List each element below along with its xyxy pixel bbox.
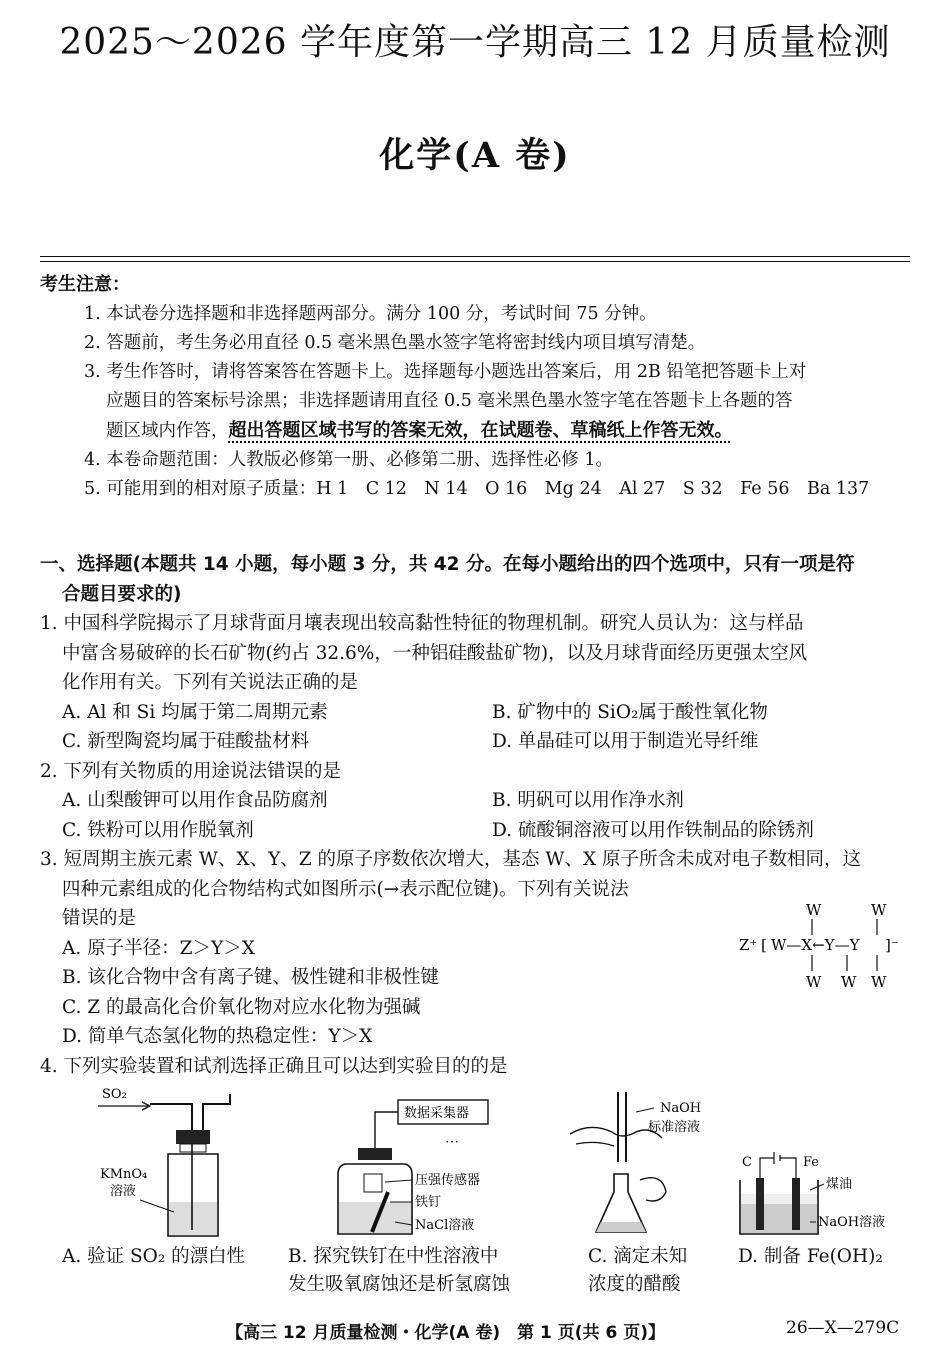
apparatus-b-corrosion xyxy=(338,1100,488,1234)
notice-emphasis: 超出答题区域书写的答案无效，在试题卷、草稿纸上作答无效。 xyxy=(228,420,733,441)
q4-option-c-line-2: 浓度的醋酸 xyxy=(588,1274,681,1295)
apparatus-d-electrolysis xyxy=(740,1152,885,1234)
notice-item-3: 3. 考生作答时，请将答案答在答题卡上。选择题每小题选出答案后，用 2B 铅笔把答题卡上对 xyxy=(84,362,807,382)
apparatus-b-nail: 铁钉 xyxy=(415,1195,442,1210)
header-divider-top xyxy=(40,256,910,257)
notice-item-3-cont-2 xyxy=(40,416,915,446)
q2-options-row-1 xyxy=(40,786,915,816)
apparatus-c-reagent-2: 标准溶液 xyxy=(648,1120,701,1135)
struct-cation: Z⁺ xyxy=(739,936,758,954)
apparatus-d-iron-label: Fe xyxy=(803,1155,820,1170)
section-heading-line-1: 一、选择题(本题共 14 小题，每小题 3 分，共 42 分。在每小题给出的四个选项中，只有一项是符 xyxy=(40,554,855,575)
apparatus-d-carbon-label: C xyxy=(742,1155,752,1170)
q2-option-c: C. 铁粉可以用作脱氧剂 xyxy=(62,819,254,841)
apparatus-b-sensor: 压强传感器 xyxy=(415,1173,481,1188)
notice-item-3-cont-2-text: 题区域内作答， xyxy=(106,421,229,441)
questions-body xyxy=(40,550,915,1081)
notice-block xyxy=(40,270,915,504)
q3-stem-1: 3. 短周期主族元素 W、X、Y、Z 的原子序数依次增大，基态 W、X 原子所含未成对电子数相同，这 xyxy=(40,849,861,870)
footer-page-info: 【高三 12 月质量检测・化学(A 卷) 第 1 页(共 6 页)】 xyxy=(226,1323,665,1343)
exam-title: 2025～2026 学年度第一学期高三 12 月质量检测 xyxy=(59,22,891,63)
apparatus-c-reagent-1: NaOH xyxy=(660,1101,702,1116)
q4-option-b-line-1: B. 探究铁钉在中性溶液中 xyxy=(288,1246,499,1267)
notice-item-4: 4. 本卷命题范围：人教版必修第一册、必修第二册、选择性必修 1。 xyxy=(84,450,613,470)
q4-stem: 4. 下列实验装置和试剂选择正确且可以达到实验目的的是 xyxy=(40,1055,508,1077)
struct-w-top-left: W xyxy=(806,901,822,919)
struct-chain: W—X←Y—Y xyxy=(771,936,860,954)
notice-item-3-cont-1: 应题目的答案标号涂黑；非选择题请用直径 0.5 毫米黑色墨水签字笔在答题卡上各题的答 xyxy=(106,391,793,411)
apparatus-a-washing-bottle xyxy=(98,1087,230,1236)
q2-stem: 2. 下列有关物质的用途说法错误的是 xyxy=(40,760,342,782)
struct-w-top-right: W xyxy=(871,901,887,919)
apparatus-d-oil: 煤油 xyxy=(826,1177,853,1192)
q1-stem-2: 中富含易破碎的长石矿物(约占 32.6%，一种铝硅酸盐矿物)，以及月球背面经历更强太空风 xyxy=(62,642,808,664)
apparatus-b-solution: NaCl溶液 xyxy=(415,1218,475,1233)
notice-heading: 考生注意： xyxy=(40,274,130,295)
notice-item-1: 1. 本试卷分选择题和非选择题两部分。满分 100 分，考试时间 75 分钟。 xyxy=(84,304,657,324)
header-divider-bottom xyxy=(40,261,910,262)
apparatus-b-device: 数据采集器 xyxy=(404,1106,470,1121)
q2-options-row-2 xyxy=(40,816,915,846)
struct-w-bottom-1: W xyxy=(806,973,822,991)
q3-option-b: B. 该化合物中含有离子键、极性键和非极性键 xyxy=(62,967,439,988)
q1-stem-1: 1. 中国科学院揭示了月球背面月壤表现出较高黏性特征的物理机制。研究人员认为：这与样品 xyxy=(40,613,804,634)
q3-option-c: C. Z 的最高化合价氧化物对应水化物为强碱 xyxy=(62,996,421,1018)
apparatus-a-gas-label: SO₂ xyxy=(102,1087,127,1102)
subject-title: 化学(A 卷) xyxy=(379,135,571,176)
apparatus-a-reagent-1: KMnO₄ xyxy=(100,1167,148,1182)
q2-option-b: B. 明矾可以用作净水剂 xyxy=(492,790,684,811)
apparatus-b-dots: ⋯ xyxy=(445,1134,459,1150)
notice-item-5: 5. 可能用到的相对原子质量：H 1 C 12 N 14 O 16 Mg 24 Al 27 S 32 Fe 56 Ba 137 xyxy=(84,479,870,499)
q1-option-a: A. Al 和 Si 均属于第二周期元素 xyxy=(62,701,328,723)
notice-item-2: 2. 答题前，考生务必用直径 0.5 毫米黑色墨水签字笔将密封线内项目填写清楚。 xyxy=(84,333,706,353)
q3-option-d: D. 简单气态氢化物的热稳定性：Y＞X xyxy=(62,1026,373,1047)
q3-stem-3: 错误的是 xyxy=(62,908,137,929)
q4-option-b-line-2: 发生吸氧腐蚀还是析氢腐蚀 xyxy=(288,1274,511,1295)
q3-option-a: A. 原子半径：Z＞Y＞X xyxy=(62,937,255,959)
struct-w-bottom-3: W xyxy=(871,973,887,991)
struct-w-bottom-2: W xyxy=(841,973,857,991)
q4-option-d: D. 制备 Fe(OH)₂ xyxy=(738,1246,883,1267)
q3-stem-2: 四种元素组成的化合物结构式如图所示(→表示配位键)。下列有关说法 xyxy=(62,878,629,900)
q4-option-a: A. 验证 SO₂ 的漂白性 xyxy=(62,1246,246,1267)
apparatus-d-solution: NaOH溶液 xyxy=(818,1215,886,1230)
q4-apparatus-figures xyxy=(40,1082,915,1242)
q3-structure-diagram xyxy=(735,895,915,995)
q1-options-row-1 xyxy=(40,698,915,728)
q4-option-c-line-1: C. 滴定未知 xyxy=(588,1246,688,1267)
q1-option-c: C. 新型陶瓷均属于硅酸盐材料 xyxy=(62,731,310,752)
q1-option-d: D. 单晶硅可以用于制造光导纤维 xyxy=(492,731,759,752)
q1-options-row-2 xyxy=(40,727,915,757)
q1-stem-3: 化作用有关。下列有关说法正确的是 xyxy=(62,672,359,693)
q2-option-a: A. 山梨酸钾可以用作食品防腐剂 xyxy=(62,790,328,811)
section-heading-line-2: 合题目要求的) xyxy=(62,583,182,605)
q2-option-d: D. 硫酸铜溶液可以用作铁制品的除锈剂 xyxy=(492,819,814,841)
struct-bracket-close: ]⁻ xyxy=(885,936,899,954)
footer-code: 26—X—279C xyxy=(786,1318,900,1338)
apparatus-c-titration xyxy=(570,1092,701,1232)
struct-bracket-open: [ xyxy=(761,936,767,954)
q1-option-b: B. 矿物中的 SiO₂属于酸性氧化物 xyxy=(492,701,768,723)
apparatus-a-reagent-2: 溶液 xyxy=(110,1184,137,1199)
